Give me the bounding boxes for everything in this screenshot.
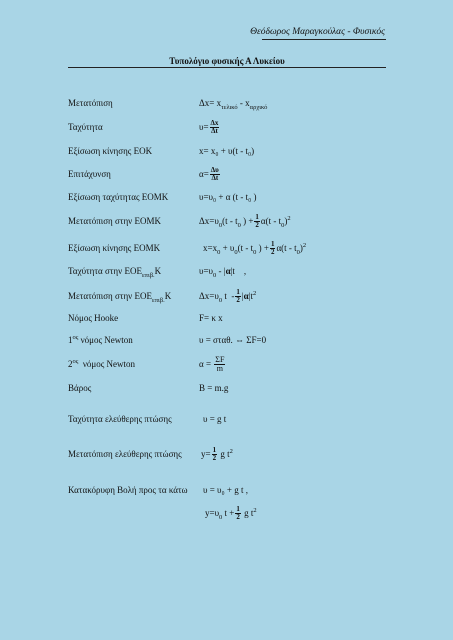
formula-row-displacement-eoe [68,288,398,304]
formula-row-vertical-throw-displacement [68,505,398,521]
header-rule [262,39,386,40]
row-label: Μετατόπιση στην ΕΟΜΚ [68,216,161,226]
row-label: Εξίσωση κίνησης ΕΟΜΚ [68,243,161,253]
title-rule [68,67,386,68]
row-formula: $\upsilon=\upsilon_0 - |\alpha|t$ , [199,266,247,279]
formula-row-hooke [68,310,398,326]
header-author: Θεόδωρος Μαραγκούλας - Φυσικός [250,27,385,37]
row-formula: υ = g t [203,414,227,424]
row-label: $1^{o\varsigma}$ νόμος Newton [68,334,133,345]
formula-row-acceleration [68,166,398,182]
row-label: Βάρος [68,383,92,393]
row-formula: υ= $\frac{\Delta x}{\Delta t}$ [199,119,219,136]
row-formula: α = $\frac{\Sigma F}{m}$ [199,355,225,374]
row-label: $2^{o\varsigma}$ νόμος Newton [68,358,136,369]
row-formula: F= κ x [199,313,223,323]
formula-row-velocity-eomk [68,189,398,205]
row-formula: $\Delta x=\upsilon_0$ t - $\frac{1}{2}$ $|\alpha|t^2$ [199,288,257,305]
formula-row-velocity [68,119,398,135]
row-formula: $y=\upsilon_0$ t + $\frac{1}{2}$ g $t^2$ [205,505,257,522]
row-label: Ταχύτητα ελεύθερης πτώσης [68,414,172,424]
row-label: Ταχύτητα [68,122,103,132]
formula-row-displacement [68,95,398,111]
row-label: Εξίσωση ταχύτητας ΕΟΜΚ [68,192,169,202]
row-label: Μετατόπιση στην $EOE_{\varepsilon\pi\iota\beta.}K$ [68,291,172,304]
row-formula: $\Delta x=\upsilon_0(t - t_0$ ) + $\frac{1}{2}$ $\alpha(t - t_0)^2$ [199,213,291,230]
row-formula: B = m.g [199,383,229,393]
formula-row-vertical-throw [68,482,398,498]
row-formula: y= $\frac{1}{2}$ g $t^2$ [201,446,233,463]
row-label: Κατακόρυφη Βολή προς τα κάτω [68,485,188,495]
row-formula: υ = υ₀ + g t , [203,485,248,495]
row-formula: x= x₀ + υ(t - t₀) [199,146,255,156]
page-title: Τυπολόγιο φυσικής Α Λυκείου [169,56,285,66]
row-formula: $x=x_0 + \upsilon_0(t - t_0$ ) + $\frac{1}{2}$ $\alpha(t - t_0)^2$ [203,240,307,257]
row-label: Ταχύτητα στην $EOE_{\varepsilon\pi\iota\beta.}K$ [68,266,162,279]
formula-row-freefall-displacement [68,446,398,462]
formula-row-newton-1 [68,332,398,348]
formula-row-newton-2 [68,356,398,372]
formula-row-weight [68,380,398,396]
row-formula: α= $\frac{\Delta\upsilon}{\Delta t}$ [199,166,219,183]
row-formula: $\Delta x= x_{\tau\varepsilon\lambda\iota\kappa ό} - x_{\alpha\rho\chi\iota\kappa ό}$ [199,98,268,111]
formula-row-velocity-eoe [68,263,398,279]
row-formula: υ=υ₀ + α (t - t₀ ) [199,192,257,202]
row-label: Μετατόπιση [68,98,113,108]
row-formula: υ = σταθ. ⇔ ΣF=0 [199,335,267,345]
row-label: Επιτάχυνση [68,169,111,179]
row-label: Μετατόπιση ελεύθερης πτώσης [68,449,182,459]
formula-row-motion-eok [68,143,398,159]
formula-row-freefall-velocity [68,411,398,427]
formula-row-displacement-eomk [68,213,398,229]
row-label: Νόμος Hooke [68,313,119,323]
row-label: Εξίσωση κίνησης ΕΟΚ [68,146,153,156]
formula-row-motion-eomk [68,240,398,256]
